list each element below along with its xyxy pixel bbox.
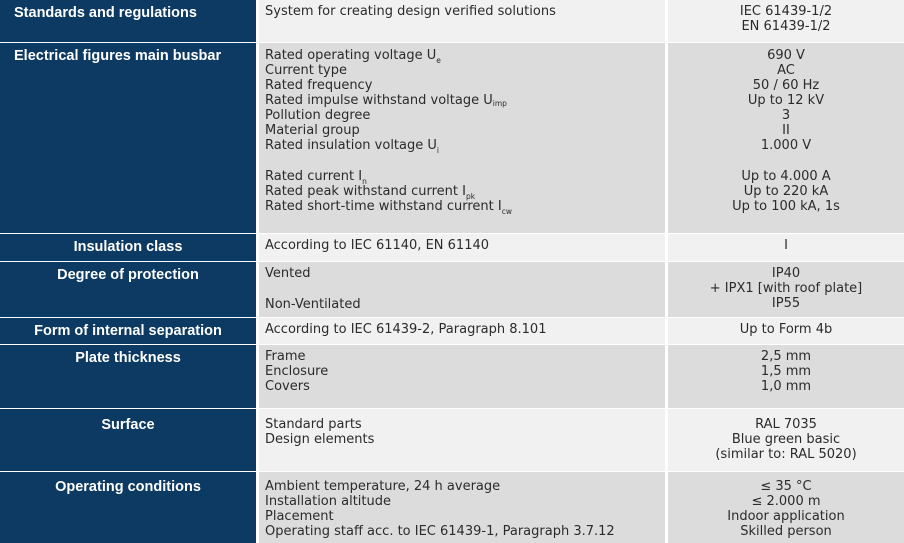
row-description xyxy=(259,43,665,233)
value-line: Up to 220 kA xyxy=(743,184,829,199)
value-line: II xyxy=(782,123,790,138)
row-description xyxy=(259,262,665,317)
value-line: + IPX1 [with roof plate] xyxy=(709,281,863,296)
value-line: Blue green basic xyxy=(731,432,841,447)
description-line: Covers xyxy=(265,379,310,394)
value-line: EN 61439-1/2 xyxy=(741,19,831,34)
row-header: Plate thickness xyxy=(0,345,256,408)
value-line: AC xyxy=(777,63,795,78)
row-values xyxy=(668,43,904,233)
value-line: RAL 7035 xyxy=(755,417,817,432)
value-line: Up to 4.000 A xyxy=(741,169,831,184)
row-description xyxy=(259,0,665,42)
description-line: Rated short-time withstand current $I_{cw}$ xyxy=(265,199,512,216)
value-line: 1,5 mm xyxy=(760,364,812,379)
row-header: Insulation class xyxy=(0,234,256,261)
value-line: 3 xyxy=(781,108,791,123)
description-line: According to IEC 61439-2, Paragraph 8.101 xyxy=(265,322,547,337)
description-line: Rated impulse withstand voltage $U_{imp}$ xyxy=(265,93,507,108)
row-description xyxy=(259,318,665,344)
value-line: IEC 61439-1/2 xyxy=(739,4,833,19)
value-line: ≤ 35 °C xyxy=(760,479,812,494)
spec-row-plate-thickness xyxy=(0,345,904,408)
description-line: According to IEC 61140, EN 61140 xyxy=(265,238,490,253)
value-line: 1,0 mm xyxy=(760,379,812,394)
value-line: 2,5 mm xyxy=(760,349,812,364)
spec-row-separation xyxy=(0,318,904,344)
value-line: Up to 100 kA, 1s xyxy=(732,199,840,214)
spec-row-operating xyxy=(0,472,904,543)
value-line: 1.000 V xyxy=(760,138,812,153)
spec-row-standards xyxy=(0,0,904,42)
description-line: Installation altitude xyxy=(265,494,392,509)
value-line: IP40 xyxy=(771,266,801,281)
description-line: Rated current $I_n$ xyxy=(265,169,367,186)
description-line: Pollution degree xyxy=(265,108,371,123)
description-line: Rated peak withstand current $I_{pk}$ xyxy=(265,184,476,201)
description-line: Placement xyxy=(265,509,334,524)
description-line: Operating staff acc. to IEC 61439-1, Paragraph 3.7.12 xyxy=(265,524,615,539)
row-values xyxy=(668,234,904,261)
row-description xyxy=(259,345,665,408)
description-line: Standard parts xyxy=(265,417,362,432)
description-line: Current type xyxy=(265,63,347,78)
description-line: Rated insulation voltage $U_i$ xyxy=(265,138,439,155)
value-line: IP55 xyxy=(771,296,801,311)
row-description xyxy=(259,234,665,261)
spec-row-surface xyxy=(0,409,904,471)
row-header: Form of internal separation xyxy=(0,318,256,344)
spec-row-electrical xyxy=(0,43,904,233)
description-line: Non-Ventilated xyxy=(265,297,361,312)
description-line: Enclosure xyxy=(265,364,329,379)
row-header: Degree of protection xyxy=(0,262,256,317)
description-line: Frame xyxy=(265,349,306,364)
value-line: Skilled person xyxy=(740,524,832,539)
value-line: Up to 12 kV xyxy=(747,93,825,108)
value-line: 50 / 60 Hz xyxy=(752,78,820,93)
spec-row-protection xyxy=(0,262,904,317)
value-line: Indoor application xyxy=(727,509,845,524)
value-line: Up to Form 4b xyxy=(739,322,833,337)
description-line: Rated frequency xyxy=(265,78,373,93)
row-description xyxy=(259,409,665,471)
row-description xyxy=(259,472,665,543)
row-header: Operating conditions xyxy=(0,472,256,543)
row-header: Electrical figures main busbar xyxy=(0,43,256,233)
row-values xyxy=(668,345,904,408)
description-line: Vented xyxy=(265,266,311,281)
row-values xyxy=(668,318,904,344)
spec-row-insulation xyxy=(0,234,904,261)
row-header: Surface xyxy=(0,409,256,471)
row-values xyxy=(668,409,904,471)
value-line: 690 V xyxy=(767,48,805,63)
description-line: Ambient temperature, 24 h average xyxy=(265,479,501,494)
description-line: Design elements xyxy=(265,432,375,447)
description-line: System for creating design verified solutions xyxy=(265,4,556,19)
description-line: Material group xyxy=(265,123,360,138)
description-line: Rated operating voltage $U_e$ xyxy=(265,48,441,65)
row-values xyxy=(668,262,904,317)
row-header: Standards and regulations xyxy=(0,0,256,42)
row-values xyxy=(668,0,904,42)
value-line: ≤ 2.000 m xyxy=(751,494,821,509)
value-line: (similar to: RAL 5020) xyxy=(715,447,857,462)
row-values xyxy=(668,472,904,543)
value-line: I xyxy=(784,238,788,253)
